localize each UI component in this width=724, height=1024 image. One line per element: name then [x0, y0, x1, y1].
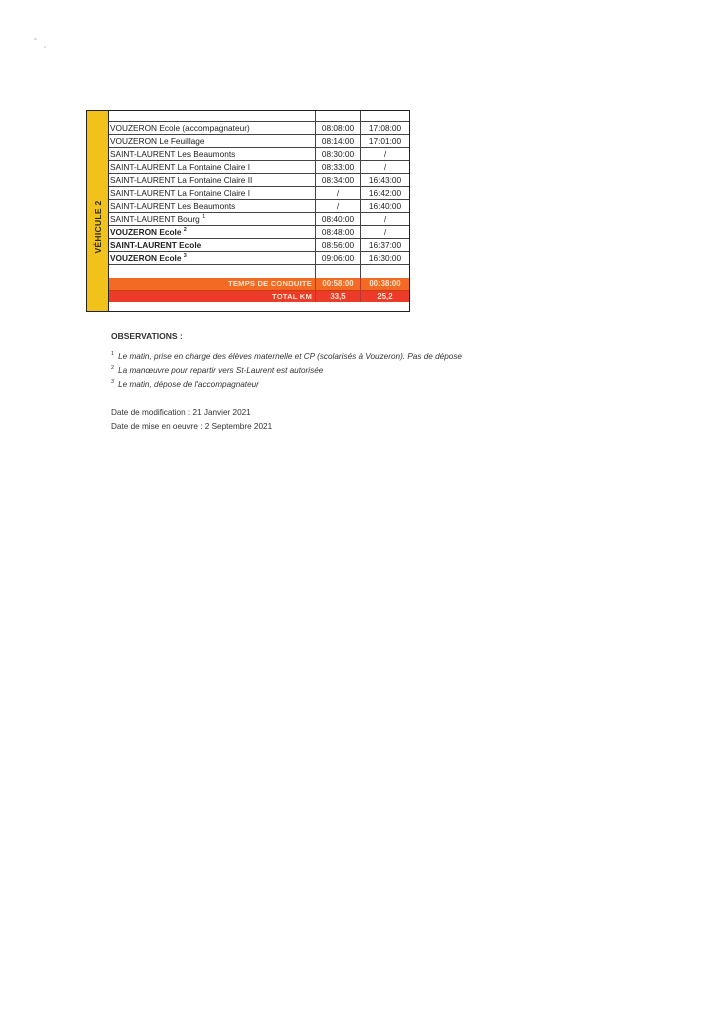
stop-row — [109, 200, 409, 213]
stop-row — [109, 252, 409, 265]
stop-afternoon-time: 16:43:00 — [368, 175, 402, 185]
stop-name — [109, 226, 316, 238]
stop-afternoon-time: 16:30:00 — [368, 253, 402, 263]
stop-afternoon-time: / — [383, 227, 387, 237]
schedule-table — [86, 110, 410, 312]
stop-row — [109, 174, 409, 187]
stop-afternoon-time: 16:42:00 — [368, 188, 402, 198]
stop-name — [109, 122, 316, 134]
note-2-number: 2 — [111, 365, 115, 371]
stop-name — [109, 213, 316, 225]
driving-time-morning: 00:58:00 — [316, 278, 361, 290]
vehicle-label: VÉHICULE 2 — [92, 200, 103, 254]
stop-name — [109, 239, 316, 251]
stop-morning-time: 08:34:00 — [316, 174, 361, 186]
driving-time-afternoon: 00:38:00 — [369, 279, 401, 288]
stop-row — [109, 148, 409, 161]
note-1 — [111, 352, 462, 361]
stop-morning-time: 08:56:00 — [316, 239, 361, 251]
stop-name-text: SAINT-LAURENT Les Beaumonts — [110, 201, 236, 211]
note-1-text: Le matin, prise en charge des élèves maternelle et CP (scolarisés à Vouzeron). Pas de dépose — [118, 352, 462, 361]
observations-title: OBSERVATIONS : — [111, 331, 183, 341]
total-km-afternoon: 25,2 — [377, 292, 393, 301]
modification-date: Date de modification : 21 Janvier 2021 — [111, 408, 251, 417]
stop-rows — [109, 122, 409, 265]
stop-afternoon-time: / — [383, 162, 387, 172]
spacer-row — [109, 265, 409, 278]
vehicle-band — [87, 111, 109, 311]
stop-afternoon-time: / — [383, 214, 387, 224]
scan-speck — [44, 46, 46, 48]
stop-row — [109, 213, 409, 226]
stop-name — [109, 135, 316, 147]
stop-row — [109, 187, 409, 200]
stop-name-text: SAINT-LAURENT Les Beaumonts — [110, 149, 236, 159]
implementation-date: Date de mise en oeuvre : 2 Septembre 2021 — [111, 422, 273, 431]
note-2-text: La manœuvre pour repartir vers St-Laurent est autorisée — [118, 366, 324, 375]
stop-name-text: VOUZERON Ecole — [110, 253, 182, 263]
stop-morning-time: 08:33:00 — [316, 161, 361, 173]
stop-row — [109, 135, 409, 148]
note-1-number: 1 — [111, 351, 115, 357]
stop-name — [109, 200, 316, 212]
stop-morning-time: 08:14:00 — [316, 135, 361, 147]
note-3-number: 3 — [111, 379, 115, 385]
driving-time-label: TEMPS DE CONDUITE — [109, 278, 316, 290]
stop-name-text: SAINT-LAURENT La Fontaine Claire I — [110, 188, 251, 198]
stop-name-text: VOUZERON Ecole — [110, 227, 182, 237]
stop-row — [109, 239, 409, 252]
stop-afternoon-time: 16:40:00 — [368, 201, 402, 211]
stop-morning-time: / — [316, 187, 361, 199]
stop-name — [109, 148, 316, 160]
stop-name — [109, 187, 316, 199]
stop-morning-time: / — [316, 200, 361, 212]
note-3-text: Le matin, dépose de l'accompagnateur — [118, 380, 259, 389]
header-blank-row — [109, 111, 409, 122]
note-3 — [111, 380, 259, 389]
stop-morning-time: 09:06:00 — [316, 252, 361, 264]
schedule-grid — [109, 111, 409, 311]
stop-afternoon-time: 17:01:00 — [368, 136, 402, 146]
stop-footnote-ref: 3 — [183, 253, 187, 259]
note-2 — [111, 366, 323, 375]
stop-name-text: VOUZERON Le Feuillage — [110, 136, 205, 146]
stop-name — [109, 174, 316, 186]
stop-morning-time: 08:08:00 — [316, 122, 361, 134]
driving-time-row — [109, 278, 409, 291]
total-km-morning: 33,5 — [316, 291, 361, 302]
stop-name-text: SAINT-LAURENT La Fontaine Claire II — [110, 175, 253, 185]
total-km-label: TOTAL KM — [109, 291, 316, 302]
stop-afternoon-time: / — [383, 149, 387, 159]
stop-morning-time: 08:30:00 — [316, 148, 361, 160]
stop-name — [109, 161, 316, 173]
stop-row — [109, 226, 409, 239]
stop-row — [109, 161, 409, 174]
stop-name-text: VOUZERON Ecole (accompagnateur) — [110, 123, 250, 133]
stop-afternoon-time: 16:37:00 — [368, 240, 402, 250]
stop-name-text: SAINT-LAURENT Bourg — [110, 214, 200, 224]
stop-footnote-ref: 1 — [202, 214, 206, 220]
stop-afternoon-time: 17:08:00 — [368, 123, 402, 133]
scan-speck — [34, 38, 37, 40]
stop-footnote-ref: 2 — [183, 227, 187, 233]
stop-row — [109, 122, 409, 135]
stop-morning-time: 08:48:00 — [316, 226, 361, 238]
stop-name — [109, 252, 316, 264]
stop-morning-time: 08:40:00 — [316, 213, 361, 225]
stop-name-text: SAINT-LAURENT La Fontaine Claire I — [110, 162, 251, 172]
stop-name-text: SAINT-LAURENT Ecole — [110, 240, 202, 250]
total-km-row — [109, 291, 409, 302]
